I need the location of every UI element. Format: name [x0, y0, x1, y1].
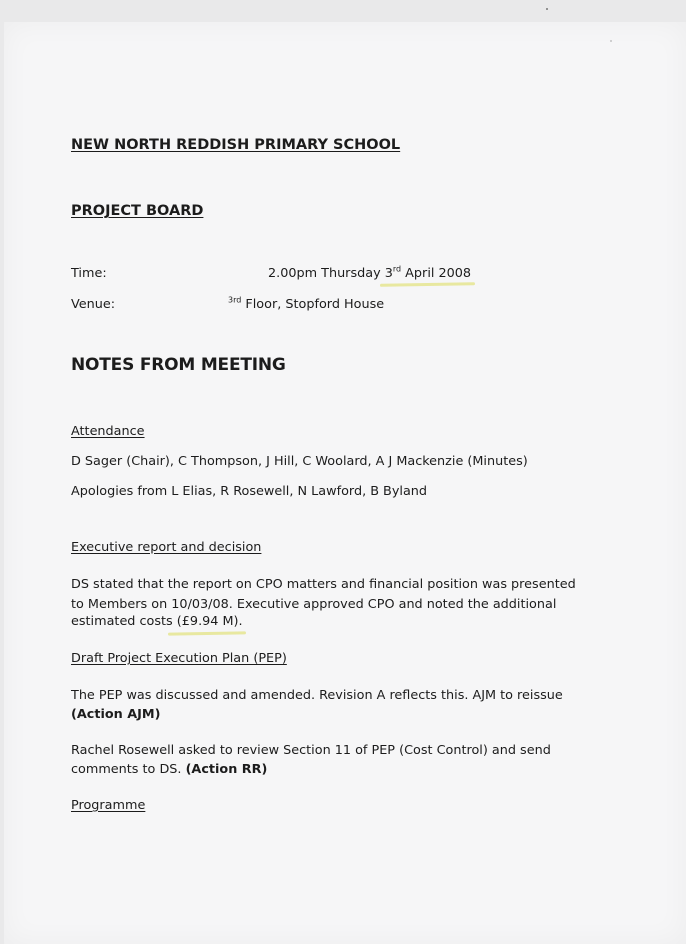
pep-paragraph-line-1: The PEP was discussed and amended. Revision A reflects this. AJM to reissue [71, 688, 563, 703]
venue-value-sup: 3rd [228, 295, 242, 305]
attendance-line: D Sager (Chair), C Thompson, J Hill, C Woolard, A J Mackenzie (Minutes) [71, 454, 528, 469]
board-title: PROJECT BOARD [71, 203, 204, 219]
executive-paragraph-line-3: estimated costs (£9.94 M). [71, 614, 243, 629]
apologies-line: Apologies from L Elias, R Rosewell, N Lawford, B Byland [71, 484, 428, 499]
time-value-sup: rd [392, 264, 402, 274]
venue-value-rest: Floor, Stopford House [241, 297, 385, 312]
pep-action: (Action AJM) [71, 707, 161, 722]
time-value [268, 266, 471, 281]
rr-paragraph-text: comments to DS. [71, 762, 186, 777]
rr-paragraph-line-2 [71, 762, 267, 777]
programme-heading: Programme [71, 798, 146, 813]
time-value-rest: April 2008 [401, 266, 472, 281]
pep-heading: Draft Project Execution Plan (PEP) [71, 651, 287, 666]
venue-value [228, 297, 384, 312]
time-label: Time: [71, 266, 107, 281]
executive-paragraph-line-1: DS stated that the report on CPO matters and financial position was presented [71, 577, 576, 592]
rr-paragraph-line-1: Rachel Rosewell asked to review Section 11 of PEP (Cost Control) and send [71, 743, 551, 758]
executive-heading: Executive report and decision [71, 540, 262, 555]
notes-heading: NOTES FROM MEETING [71, 355, 286, 375]
executive-paragraph-line-2: to Members on 10/03/08. Executive approved CPO and noted the additional [71, 597, 557, 612]
scan-speck [546, 8, 548, 10]
time-value-main: 2.00pm Thursday 3 [268, 266, 393, 281]
venue-label: Venue: [71, 297, 116, 312]
rr-action: (Action RR) [185, 762, 268, 777]
school-title: NEW NORTH REDDISH PRIMARY SCHOOL [71, 137, 401, 153]
scan-speck [610, 40, 612, 42]
attendance-heading: Attendance [71, 424, 145, 439]
